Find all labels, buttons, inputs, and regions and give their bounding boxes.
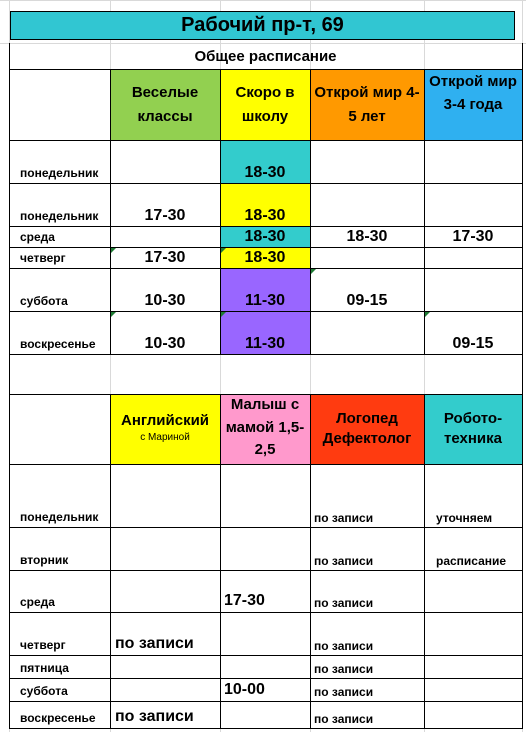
table-border-h xyxy=(9,140,523,141)
header-title: Английский xyxy=(120,412,210,429)
time-cell: 10-30 xyxy=(144,335,186,352)
day-label: суббота xyxy=(20,684,68,698)
comment-marker xyxy=(221,248,226,253)
table-border-v xyxy=(9,43,10,69)
table-border-h xyxy=(9,728,523,729)
schedule-cell xyxy=(220,464,310,527)
day-label: суббота xyxy=(20,294,68,308)
time-cell xyxy=(310,183,424,226)
comment-marker xyxy=(111,248,116,253)
comment-marker xyxy=(221,312,226,317)
table-border-v xyxy=(110,394,111,728)
schedule-cell xyxy=(424,612,522,655)
table-border-v xyxy=(522,354,523,394)
schedule-cell: по записи xyxy=(314,685,374,699)
table-border-v xyxy=(310,394,311,728)
day-label: понедельник xyxy=(20,166,99,180)
table-border-h xyxy=(9,183,523,184)
table-border-v xyxy=(424,394,425,728)
time-cell: 11-30 xyxy=(220,311,310,354)
table-border-h xyxy=(9,354,523,355)
header-title: Логопед Дефектолог xyxy=(322,409,412,447)
schedule-cell xyxy=(110,655,220,678)
time-cell: 10-30 xyxy=(144,292,186,309)
header-malysh-s-mamoy xyxy=(220,394,310,464)
table-border-h xyxy=(9,527,523,528)
schedule-cell xyxy=(220,655,310,678)
time-cell: 17-30 xyxy=(144,249,186,266)
header-angliyskiy xyxy=(110,394,220,464)
schedule-cell: по записи xyxy=(115,635,194,652)
day-label: понедельник xyxy=(20,209,99,223)
time-cell: 09-15 xyxy=(452,335,494,352)
time-cell: 17-30 xyxy=(452,228,494,245)
header-skoro-v-shkolu: Скоро в школу xyxy=(220,69,310,140)
time-cell: 18-30 xyxy=(220,140,310,183)
schedule-cell xyxy=(220,527,310,570)
time-cell xyxy=(310,311,424,354)
header-veselye-klassy: Веселые классы xyxy=(110,69,220,140)
sheet-title: Рабочий пр-т, 69 xyxy=(10,11,515,40)
day-label: среда xyxy=(20,595,55,609)
schedule-cell xyxy=(424,701,522,728)
time-cell: 11-30 xyxy=(220,268,310,311)
table-border-h xyxy=(9,311,523,312)
schedule-cell: по записи xyxy=(314,712,374,726)
time-cell xyxy=(110,226,220,247)
table-border-h xyxy=(9,655,523,656)
table-border-v xyxy=(9,354,10,394)
table-border-h xyxy=(9,268,523,269)
schedule-cell xyxy=(424,655,522,678)
day-label: воскресенье xyxy=(20,337,96,351)
time-cell xyxy=(424,268,522,311)
time-cell xyxy=(424,140,522,183)
schedule-cell: расписание xyxy=(436,554,507,568)
table-border-h xyxy=(9,69,523,70)
header-otkroy-mir-4-5: Открой мир 4-5 лет xyxy=(310,69,424,140)
table-border-h xyxy=(9,394,523,395)
day-label: четверг xyxy=(20,251,66,265)
header-logoped-defektolog xyxy=(310,394,424,464)
comment-marker xyxy=(311,269,316,274)
table-border-h xyxy=(9,701,523,702)
header-title: Робото-техника xyxy=(443,409,503,447)
time-cell xyxy=(110,140,220,183)
schedule-cell xyxy=(424,678,522,701)
day-label: вторник xyxy=(20,553,69,567)
schedule-cell xyxy=(110,678,220,701)
table-border-v xyxy=(522,394,523,728)
table-border-h xyxy=(9,570,523,571)
comment-marker xyxy=(111,312,116,317)
time-cell xyxy=(424,247,522,268)
table-border-h xyxy=(9,226,523,227)
time-cell: 18-30 xyxy=(346,228,388,245)
schedule-cell: по записи xyxy=(115,708,194,725)
schedule-cell xyxy=(110,464,220,527)
schedule-cell: по записи xyxy=(314,639,374,653)
time-cell xyxy=(310,247,424,268)
time-cell xyxy=(424,183,522,226)
header-otkroy-mir-3-4: Открой мир 3-4 года xyxy=(424,69,522,140)
schedule-cell: по записи xyxy=(314,511,374,525)
table-border-h xyxy=(9,678,523,679)
day-label: воскресенье xyxy=(20,711,96,725)
day-label: среда xyxy=(20,230,55,244)
day-label: четверг xyxy=(20,638,66,652)
schedule-cell xyxy=(220,612,310,655)
header-subtitle: с Мариной xyxy=(140,432,190,444)
schedule-cell xyxy=(220,701,310,728)
schedule-cell: 17-30 xyxy=(224,592,265,609)
schedule-subtitle: Общее расписание xyxy=(194,48,337,65)
schedule-cell: по записи xyxy=(314,554,374,568)
comment-marker xyxy=(425,312,430,317)
table-border-h xyxy=(9,247,523,248)
table-border-v xyxy=(522,69,523,354)
table-border-v xyxy=(220,394,221,728)
table-border-v xyxy=(9,394,10,728)
empty-row xyxy=(9,354,522,394)
time-cell: 18-30 xyxy=(220,226,310,247)
schedule-cell: по записи xyxy=(314,662,374,676)
schedule-cell xyxy=(110,527,220,570)
day-label: пятница xyxy=(20,661,69,675)
time-cell: 18-30 xyxy=(220,183,310,226)
schedule-cell: по записи xyxy=(314,596,374,610)
header-robototekhnika xyxy=(424,394,522,464)
schedule-cell: 10-00 xyxy=(224,681,265,698)
grid-hline xyxy=(0,0,526,1)
time-cell: 18-30 xyxy=(220,247,310,268)
schedule-cell xyxy=(424,570,522,612)
table-border-v xyxy=(9,69,10,354)
table-border-h xyxy=(9,612,523,613)
table-border-v xyxy=(522,43,523,69)
table-border-v xyxy=(310,69,311,354)
time-cell: 17-30 xyxy=(144,207,186,224)
header-title: Малыш с мамой 1,5-2,5 xyxy=(225,396,305,458)
time-cell xyxy=(310,140,424,183)
schedule-cell: уточняем xyxy=(436,511,493,525)
schedule-cell xyxy=(110,570,220,612)
day-label: понедельник xyxy=(20,510,99,524)
table-border-h xyxy=(9,464,523,465)
time-cell: 09-15 xyxy=(346,292,388,309)
